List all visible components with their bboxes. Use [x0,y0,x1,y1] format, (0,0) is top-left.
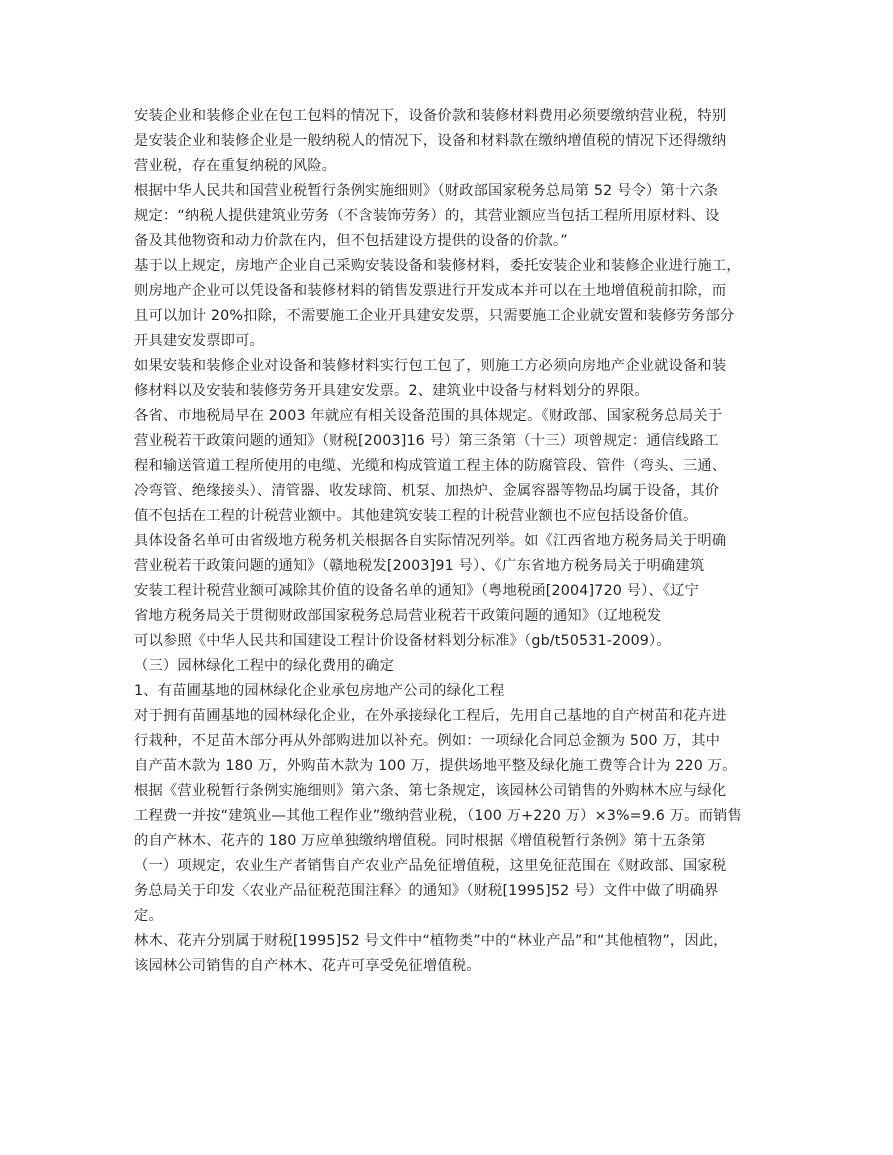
text-line: 定。 [134,908,163,924]
text-line: 基于以上规定，房地产企业自己采购安装设备和装修材料，委托安装企业和装修企业进行施工， [134,258,741,274]
text-line: 对于拥有苗圃基地的园林绿化企业，在外承接绿化工程后，先用自己基地的自产树苗和花卉进 [134,708,727,724]
text-line: 自产苗木款为 180 万，外购苗木款为 100 万，提供场地平整及绿化施工费等合计为 220 万。 [134,758,737,774]
text-line: （一）项规定，农业生产者销售自产农业产品免征增值税，这里免征范围在《财政部、国家税 [134,858,727,874]
text-line: 营业税若干政策问题的通知》（赣地税发[2003]91 号）、《广东省地方税务局关于明确建筑 [134,558,705,574]
text-line: 林木、花卉分别属于财税[1995]52 号文件中“植物类”中的“林业产品”和“其他植物”，因此， [134,933,728,949]
text-line: 各省、市地税局早在 2003 年就应有相关设备范围的具体规定。《财政部、国家税务总局关于 [134,408,723,424]
subsection-heading: 1、有苗圃基地的园林绿化企业承包房地产公司的绿化工程 [134,683,505,699]
text-line: 安装工程计税营业额可减除其价值的设备名单的通知》（粤地税函[2004]720 号）、《辽宁 [134,583,700,599]
text-line: 行栽种，不足苗木部分再从外部购进加以补充。例如：一项绿化合同总金额为 500 万，其中 [134,733,721,749]
text-line: 根据《营业税暂行条例实施细则》第六条、第七条规定，该园林公司销售的外购林木应与绿化 [134,783,727,799]
document-body [134,104,774,979]
text-line: 的自产林木、花卉的 180 万应单独缴纳增值税。同时根据《增值税暂行条例》第十五条第 [134,833,706,849]
text-line: 根据中华人民共和国营业税暂行条例实施细则》（财政部国家税务总局第 52 号令）第十六条 [134,183,719,199]
text-line: 修材料以及安装和装修劳务开具建安发票。2、建筑业中设备与材料划分的界限。 [134,383,649,399]
text-line: 程和输送管道工程所使用的电缆、光缆和构成管道工程主体的防腐管段、管件（弯头、三通、 [134,458,727,474]
text-line: 则房地产企业可以凭设备和装修材料的销售发票进行开发成本并可以在土地增值税前扣除，而 [134,283,727,299]
text-line: 可以参照《中华人民共和国建设工程计价设备材料划分标准》（gb/t50531-2009）。 [134,633,671,649]
text-line: 工程费一并按“建筑业—其他工程作业”缴纳营业税，（100 万+220 万）×3%=9.6 万。而销售 [134,808,742,824]
text-line: 是安装企业和装修企业是一般纳税人的情况下，设备和材料款在缴纳增值税的情况下还得缴纳 [134,133,727,149]
text-line: 具体设备名单可由省级地方税务机关根据各自实际情况列举。如《江西省地方税务局关于明确 [134,533,727,549]
text-line: 冷弯管、绝缘接头）、清管器、收发球筒、机泵、加热炉、金属容器等物品均属于设备，其价 [134,483,720,499]
section-heading: （三）园林绿化工程中的绿化费用的确定 [134,658,395,674]
text-line: 且可以加计 20%扣除，不需要施工企业开具建安发票，只需要施工企业就安置和装修劳务部分 [134,308,735,324]
text-line: 如果安装和装修企业对设备和装修材料实行包工包了，则施工方必须向房地产企业就设备和装 [134,358,727,374]
text-line: 营业税，存在重复纳税的风险。 [134,158,337,174]
text-line: 该园林公司销售的自产林木、花卉可享受免征增值税。 [134,958,481,974]
text-line: 营业税若干政策问题的通知》（财税[2003]16 号）第三条第（十三）项曾规定：通信线路工 [134,433,719,449]
text-line: 安装企业和装修企业在包工包料的情况下，设备价款和装修材料费用必须要缴纳营业税，特别 [134,108,727,124]
text-line: 备及其他物资和动力价款在内，但不包括建设方提供的设备的价款。” [134,233,568,249]
text-line: 值不包括在工程的计税营业额中。其他建筑安装工程的计税营业额也不应包括设备价值。 [134,508,698,524]
text-line: 务总局关于印发〈农业产品征税范围注释〉的通知》（财税[1995]52 号）文件中做了明确界 [134,883,719,899]
text-line: 省地方税务局关于贯彻财政部国家税务总局营业税若干政策问题的通知》（辽地税发 [134,608,662,624]
text-line: 开具建安发票即可。 [134,333,265,349]
text-line: 规定：“纳税人提供建筑业劳务（不含装饰劳务）的，其营业额应当包括工程所用原材料、设 [134,208,720,224]
